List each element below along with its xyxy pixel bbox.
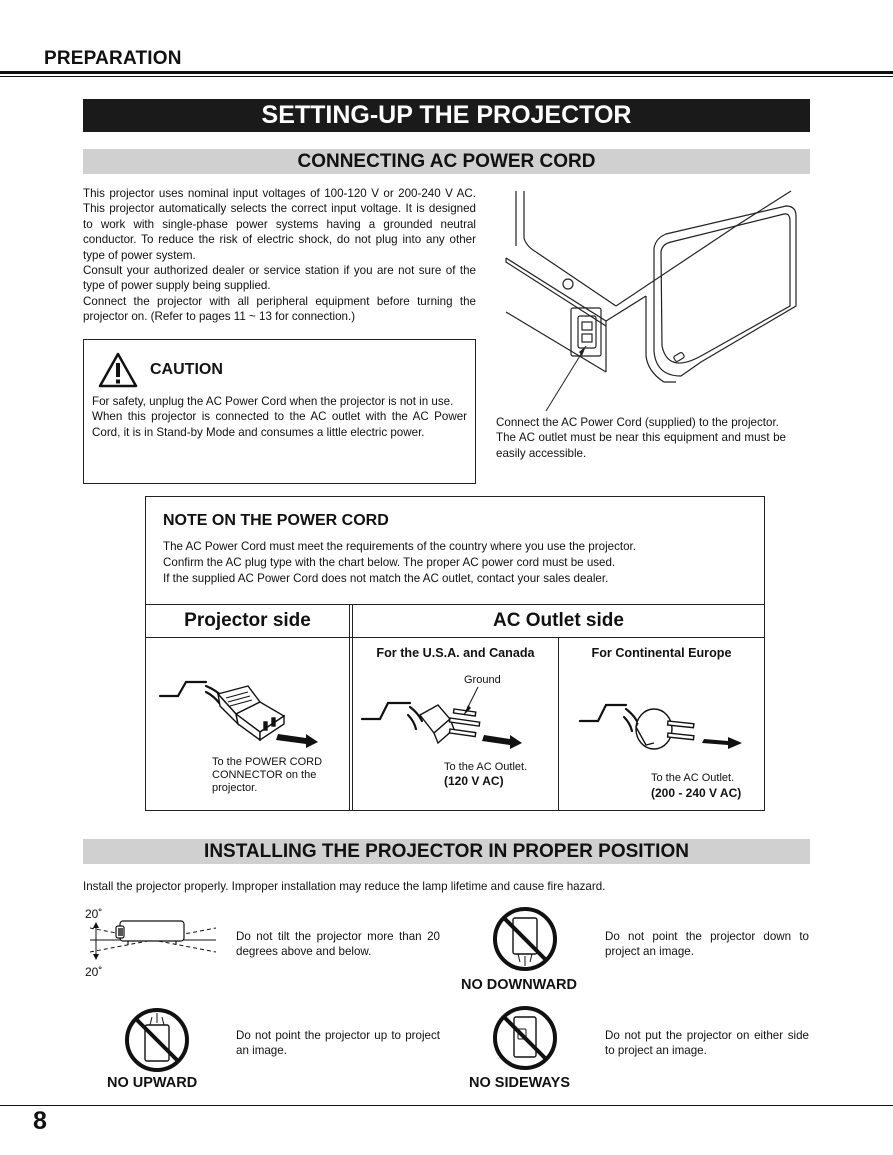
eu-plug-icon — [576, 697, 766, 767]
projector-plug-caption-line-3: projector. — [212, 782, 258, 794]
table-header-rule — [146, 637, 764, 638]
no-downward-text: Do not point the projector down to project an image. — [605, 930, 809, 959]
projector-side-header: Projector side — [184, 610, 311, 631]
intro-paragraph-1: This projector uses nominal input voltages of 100-120 V or 200-240 V AC. This projector automatically selects the correct input voltage. It is designed to work with single-phase power systems having a grounded neutral conductor. To reduce the risk of electric shock, do not plug into any other type of power system. — [83, 187, 476, 262]
tilt-angle-bottom: 20˚ — [85, 965, 103, 979]
header-rule-thin — [0, 76, 893, 77]
header-rule — [0, 71, 893, 74]
column-divider-double — [352, 604, 353, 811]
continental-europe-heading: For Continental Europe — [591, 646, 732, 660]
column-divider — [349, 604, 350, 811]
no-downward-icon — [492, 906, 558, 972]
no-sideways-icon — [492, 1005, 558, 1071]
projector-connector-illustration — [496, 186, 810, 406]
no-sideways-text: Do not put the projector on either side to project an image. — [605, 1029, 809, 1058]
projector-plug-caption-line-1: To the POWER CORD — [212, 756, 323, 768]
outlet-column-divider — [558, 637, 559, 811]
ground-label: Ground — [464, 674, 501, 686]
note-line-2: Confirm the AC plug type with the chart below. The proper AC power cord must be used. — [163, 556, 616, 569]
note-line-3: If the supplied AC Power Cord does not match the AC outlet, contact your sales dealer. — [163, 572, 609, 585]
illustration-caption — [496, 415, 786, 461]
caption-outlet: The AC outlet must be near this equipment and must be easily accessible. — [496, 431, 786, 460]
install-intro: Install the projector properly. Improper installation may reduce the lamp lifetime and cause fire hazard. — [83, 880, 606, 893]
caution-title: CAUTION — [150, 361, 223, 378]
caution-box — [83, 339, 476, 484]
section-label: PREPARATION — [44, 48, 182, 69]
caption-connect: Connect the AC Power Cord (supplied) to the projector. — [496, 416, 779, 429]
page-number: 8 — [33, 1107, 47, 1135]
note-title: NOTE ON THE POWER CORD — [163, 512, 389, 529]
no-downward-label: NO DOWNWARD — [461, 977, 577, 993]
table-top-rule — [146, 604, 764, 605]
usa-caption: To the AC Outlet. — [444, 761, 528, 773]
ac-cord-intro — [83, 186, 476, 325]
projector-plug-caption — [212, 756, 322, 795]
us-plug-icon — [358, 685, 558, 760]
outlet-side-header: AC Outlet side — [493, 610, 624, 631]
usa-voltage: (120 V AC) — [444, 774, 504, 788]
iec-connector-icon — [156, 672, 346, 752]
no-upward-text: Do not point the projector up to project an image. — [236, 1029, 440, 1058]
warning-triangle-icon — [98, 352, 138, 388]
usa-canada-heading: For the U.S.A. and Canada — [376, 646, 535, 660]
page-title: SETTING-UP THE PROJECTOR — [83, 99, 810, 132]
intro-paragraph-3: Connect the projector with all peripheral equipment before turning the projector on. (Refer to pages 11 ~ 13 for connection.) — [83, 294, 476, 324]
tilt-text: Do not tilt the projector more than 20 degrees above and below. — [236, 930, 440, 959]
footer-rule — [0, 1105, 893, 1106]
no-upward-icon — [124, 1007, 190, 1073]
no-upward-label: NO UPWARD — [107, 1075, 198, 1091]
intro-paragraph-2: Consult your authorized dealer or service station if you are not sure of the type of power supply being supplied. — [83, 264, 476, 293]
power-cord-note-box — [145, 496, 765, 811]
note-line-1: The AC Power Cord must meet the requirements of the country where you use the projector. — [163, 540, 636, 553]
tilt-limit-diagram — [88, 918, 218, 968]
caution-line-2: When this projector is connected to the AC outlet with the AC Power Cord, it is in Stand-by Mode and consumes a little electric power. — [92, 410, 467, 439]
tilt-angle-top: 20˚ — [85, 907, 103, 921]
projector-plug-caption-line-2: CONNECTOR on the — [212, 769, 317, 781]
europe-caption: To the AC Outlet. — [651, 772, 735, 784]
install-heading: INSTALLING THE PROJECTOR IN PROPER POSITION — [83, 839, 810, 864]
caution-text — [92, 394, 467, 440]
ac-cord-heading: CONNECTING AC POWER CORD — [83, 149, 810, 174]
caution-line-1: For safety, unplug the AC Power Cord when the projector is not in use. — [92, 395, 454, 408]
no-sideways-label: NO SIDEWAYS — [469, 1075, 570, 1091]
europe-voltage: (200 - 240 V AC) — [651, 786, 742, 800]
note-text — [163, 539, 636, 587]
